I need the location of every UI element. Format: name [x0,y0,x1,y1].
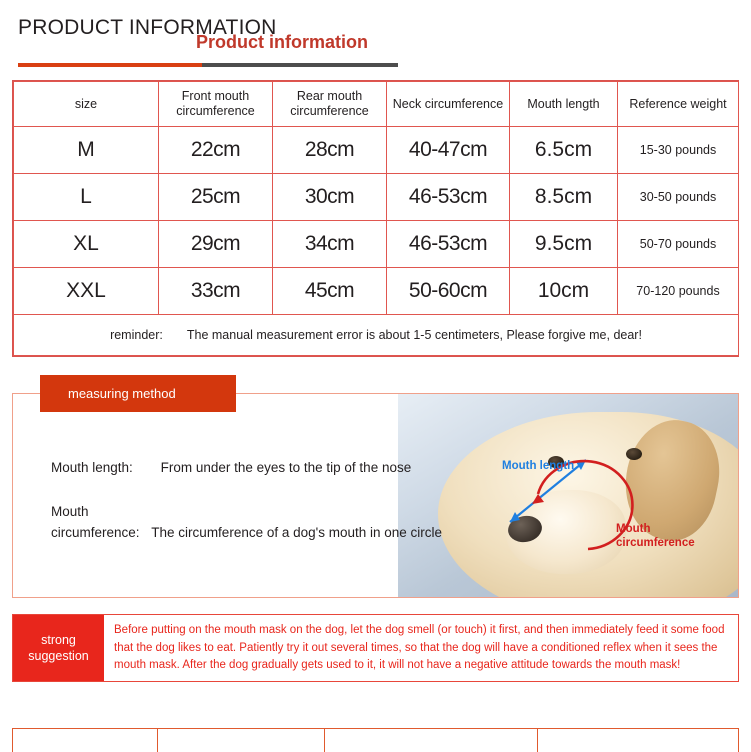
cell-size: L [14,174,159,221]
cell-neck-circumference: 50-60cm [387,268,510,315]
cell-reference-weight: 15-30 pounds [618,127,739,174]
header-rule-red [18,63,218,67]
size-table-container [12,80,739,357]
strong-suggestion-label [13,615,104,681]
bottom-cell [538,729,738,752]
page-header [0,0,751,66]
bottom-cell [13,729,158,752]
mouth-circumference-label-line1: Mouth [51,504,89,519]
annotation-mouth-circumference-label [616,522,695,550]
measurement-annotation-svg [398,394,738,597]
cell-mouth-length: 8.5cm [510,174,618,221]
cell-front-circumference: 22cm [159,127,273,174]
reminder-text: The manual measurement error is about 1-5 centimeters, Please forgive me, dear! [186,328,642,342]
bottom-cell [158,729,325,752]
cell-neck-circumference: 46-53cm [387,174,510,221]
table-row [14,127,739,174]
cell-size: XL [14,221,159,268]
cell-size: XXL [14,268,159,315]
table-row [14,221,739,268]
cell-neck-circumference: 40-47cm [387,127,510,174]
column-header-size: size [14,82,159,127]
mouth-circumference-description: The circumference of a dog's mouth in one circle [151,525,443,540]
bottom-partial-table [12,728,739,752]
bottom-cell [325,729,538,752]
mouth-circumference-definition [51,501,442,543]
cell-reference-weight: 50-70 pounds [618,221,739,268]
suggestion-label-line2: suggestion [28,649,89,663]
mouth-length-label: Mouth length: [51,460,133,475]
column-header-rear-mouth-circumference: Rear mouth circumference [273,82,387,127]
cell-mouth-length: 9.5cm [510,221,618,268]
column-header-neck-circumference: Neck circumference [387,82,510,127]
cell-rear-circumference: 34cm [273,221,387,268]
dog-photo [398,394,738,597]
cell-front-circumference: 33cm [159,268,273,315]
page-title: PRODUCT INFORMATION [18,16,277,39]
cell-rear-circumference: 28cm [273,127,387,174]
cell-rear-circumference: 45cm [273,268,387,315]
table-row [14,174,739,221]
mouth-length-description: From under the eyes to the tip of the nose [160,460,412,475]
annotation-circ-line1: Mouth [616,523,651,535]
measuring-method-tab: measuring method [40,375,236,412]
reminder-row [14,315,739,356]
mouth-circumference-label-line2: circumference: [51,525,140,540]
cell-mouth-length: 6.5cm [510,127,618,174]
strong-suggestion-banner [12,614,739,682]
column-header-mouth-length: Mouth length [510,82,618,127]
column-header-front-mouth-circumference: Front mouth circumference [159,82,273,127]
cell-front-circumference: 29cm [159,221,273,268]
measuring-method-section [12,375,739,598]
cell-reference-weight: 70-120 pounds [618,268,739,315]
cell-size: M [14,127,159,174]
page-subtitle: Product information [196,32,368,52]
reminder-label: reminder: [110,328,163,342]
measuring-definitions [51,460,442,543]
annotation-circ-line2: circumference [616,537,695,549]
header-rule-dark [202,63,398,67]
suggestion-label-line1: strong [41,633,76,647]
table-header-row [14,82,739,127]
mouth-length-definition [51,460,442,475]
annotation-mouth-length-label: Mouth length [502,460,575,472]
measuring-method-box [12,393,739,598]
reminder-cell [14,315,739,356]
cell-neck-circumference: 46-53cm [387,221,510,268]
cell-reference-weight: 30-50 pounds [618,174,739,221]
column-header-reference-weight: Reference weight [618,82,739,127]
strong-suggestion-text: Before putting on the mouth mask on the dog, let the dog smell (or touch) it first, and then immediately feed it some food that the dog likes to eat. Patiently try it out several times, so that the dog will have a conditioned reflex when it sees the mouth mask. After the dog gradually gets used to it, it will not have a negative attitude towards the mouth mask! [114,624,725,671]
cell-mouth-length: 10cm [510,268,618,315]
cell-front-circumference: 25cm [159,174,273,221]
cell-rear-circumference: 30cm [273,174,387,221]
table-row [14,268,739,315]
size-table [13,81,739,356]
